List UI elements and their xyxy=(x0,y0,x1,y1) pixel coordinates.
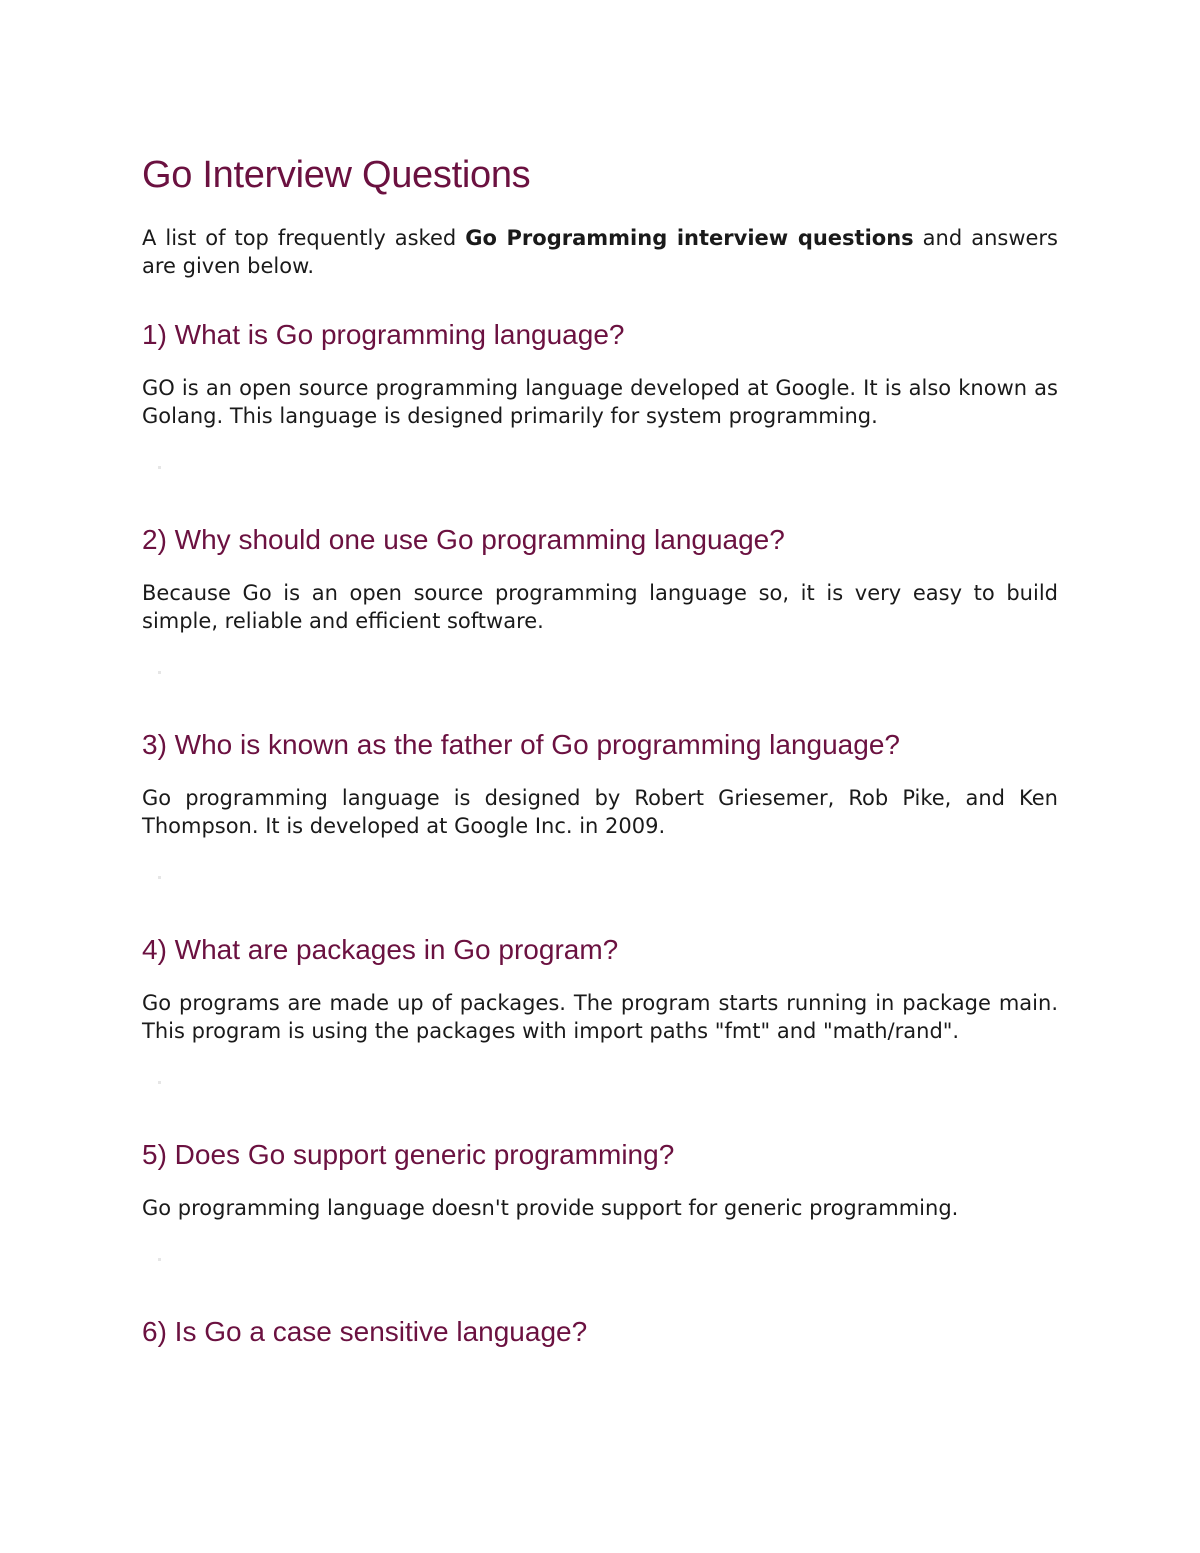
answer-4: Go programs are made up of packages. The program starts running in package main. This program is using the packages with import paths "fmt" and "math/rand". xyxy=(142,991,1058,1043)
question-heading-6: 6) Is Go a case sensitive language? xyxy=(142,1316,588,1347)
separator-mark xyxy=(158,671,161,674)
separator-mark xyxy=(158,466,161,469)
answer-5: Go programming language doesn't provide support for generic programming. xyxy=(142,1196,959,1220)
question-heading-2: 2) Why should one use Go programming language? xyxy=(142,524,785,555)
intro-prefix: A list of top frequently asked xyxy=(142,226,466,250)
separator-mark xyxy=(158,1081,161,1084)
intro-suffix: and answers are given below. xyxy=(142,226,1058,278)
answer-2: Because Go is an open source programming language so, it is very easy to build simple, reliable and efficient software. xyxy=(142,581,1058,633)
document-content xyxy=(142,152,1058,1349)
question-heading-3: 3) Who is known as the father of Go programming language? xyxy=(142,729,900,760)
separator-mark xyxy=(158,1258,161,1261)
answer-1: GO is an open source programming language developed at Google. It is also known as Golang. This language is designed primarily for system programming. xyxy=(142,376,1058,428)
question-heading-1: 1) What is Go programming language? xyxy=(142,319,625,350)
question-heading-4: 4) What are packages in Go program? xyxy=(142,934,619,965)
intro-bold-phrase: Go Programming interview questions xyxy=(465,226,914,250)
intro-paragraph xyxy=(142,224,1058,280)
answer-3: Go programming language is designed by Robert Griesemer, Rob Pike, and Ken Thompson. It is developed at Google Inc. in 2009. xyxy=(142,786,1058,838)
separator-mark xyxy=(158,876,161,879)
question-heading-5: 5) Does Go support generic programming? xyxy=(142,1139,675,1170)
page-title: Go Interview Questions xyxy=(142,154,531,196)
